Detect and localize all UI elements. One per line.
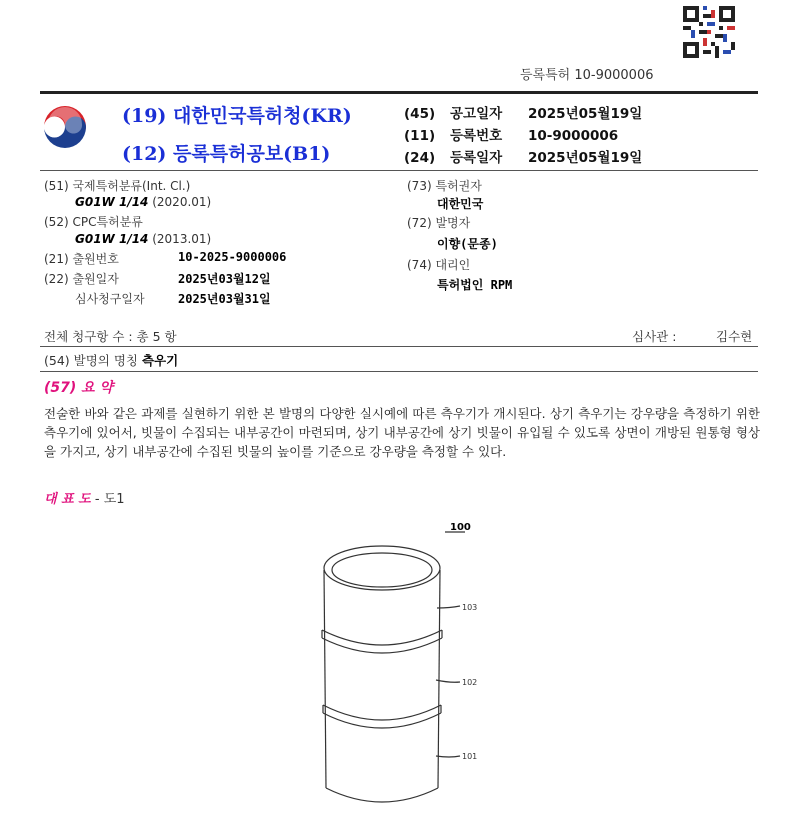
figure-ref-101: 101 [462,752,478,761]
claims-separator [40,346,758,347]
title-separator [40,371,758,372]
exam-request-date: 2025년03월31일 [178,292,271,306]
ipc-classification: G01W 1/14 (2020.01) [75,195,212,209]
registration-date-row: (24) 등록일자 2025년05월19일 [404,150,643,166]
representative-drawing: 대 표 도 - 도1 [44,492,125,507]
header-rule [40,91,758,94]
issuing-office-title: (19) 대한민국특허청(KR) [122,105,352,127]
cpc-classification: G01W 1/14 (2013.01) [75,232,212,246]
invention-title-row: (54) 발명의 명칭 측우기 [44,353,179,368]
agent-label: (74) 대리인 [407,258,471,272]
figure-ref-102: 102 [462,678,478,687]
application-number-label: (21) 출원번호 [44,252,119,266]
qr-code [683,6,735,58]
exam-request-label: 심사청구일자 [75,292,145,306]
application-date-label: (22) 출원일자 [44,272,119,286]
application-date: 2025년03월12일 [178,272,271,286]
abstract-heading: (57) 요 약 [44,380,114,396]
patentee: 대한민국 [437,197,484,211]
examiner-name: 김수현 [716,329,753,344]
publication-date-row: (45) 공고일자 2025년05월19일 [404,106,643,122]
figure-ref-100: 100 [450,522,471,533]
patentee-label: (73) 특허권자 [407,179,482,193]
inventor: 이향(문종) [437,237,498,251]
application-number: 10-2025-9000006 [178,250,287,264]
cpc-label: (52) CPC특허분류 [44,215,143,229]
figure-ref-103: 103 [462,603,478,612]
agent: 특허법인 RPM [437,278,513,292]
examiner-label: 심사관 : [632,329,677,344]
ipc-label: (51) 국제특허분류(Int. Cl.) [44,179,191,193]
document-type-title: (12) 등록특허공보(B1) [122,143,331,165]
kipo-logo-icon [42,104,88,150]
header-separator [40,170,758,171]
registration-reference: 등록특허 10-9000006 [520,68,654,83]
registration-number-row: (11) 등록번호 10-9000006 [404,128,619,144]
rain-gauge-drawing [310,520,510,820]
abstract-text: 전술한 바와 같은 과제를 실현하기 위한 본 발명의 다양한 실시예에 따른 측우기가 개시된다. 상기 측우기는 강우량을 측정하기 위한 측우기에 있어서, 빗물이 수집되는 내부공간이 마련되며, 상기 내부공간에 상기 빗물이 유입될 수 있도록 상면이 개방된 원통형 형상을 가지고, 상기 내부공간에 수집된 빗물의 높이를 기준으로 강우량을 측정할 수 있다. [44,406,760,459]
inventor-label: (72) 발명자 [407,216,471,230]
total-claims: 전체 청구항 수 : 총 5 항 [44,329,177,344]
